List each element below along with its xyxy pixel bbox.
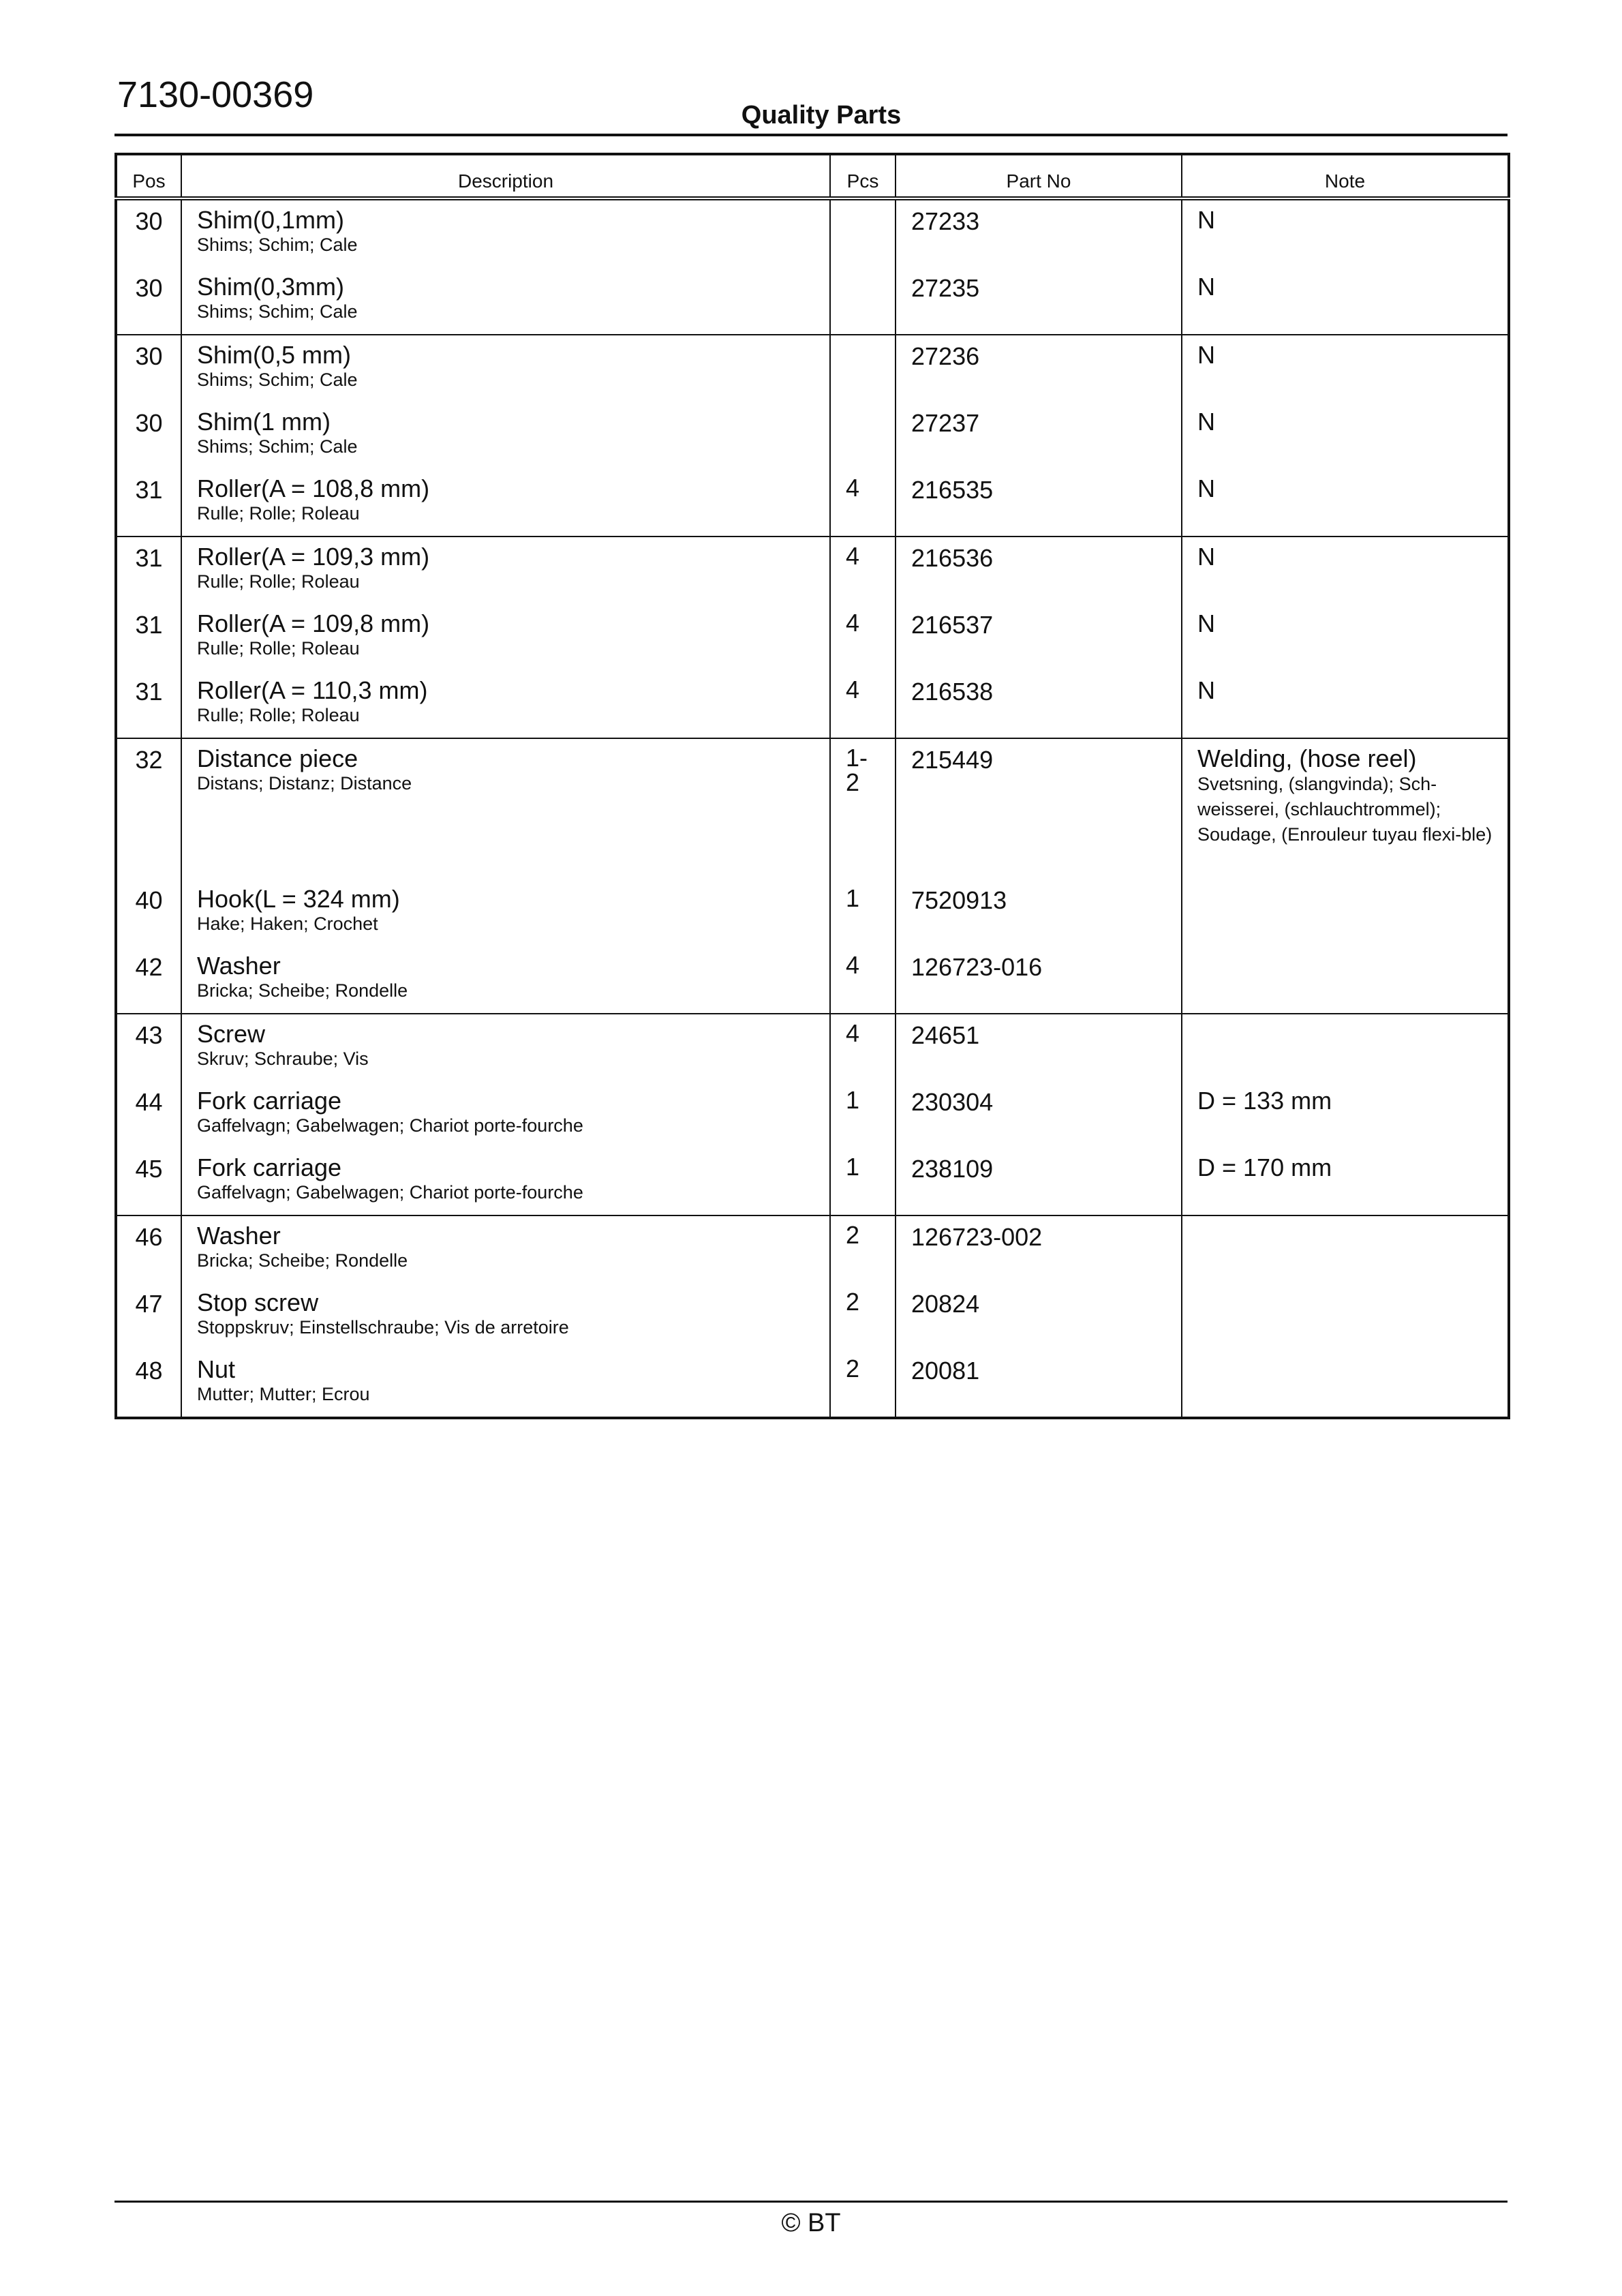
cell-pos: 31 <box>116 469 181 537</box>
cell-note <box>1182 604 1509 671</box>
part-name-translations: Shims; Schim; Cale <box>197 234 358 255</box>
cell-pos: 32 <box>116 738 181 879</box>
cell-part-no: 216536 <box>896 537 1182 604</box>
cell-note <box>1182 198 1509 267</box>
part-name: Roller(A = 108,8 mm) <box>197 474 430 502</box>
table-row <box>116 1014 1509 1081</box>
column-header-pcs: Pcs <box>830 154 896 198</box>
note-text: D = 133 mm <box>1197 1087 1332 1115</box>
part-name: Roller(A = 109,8 mm) <box>197 609 430 637</box>
cell-part-no: 216538 <box>896 671 1182 738</box>
cell-note <box>1182 1148 1509 1215</box>
note-text: N <box>1197 609 1215 637</box>
cell-note <box>1182 1215 1509 1283</box>
cell-part-no: 27233 <box>896 198 1182 267</box>
note-text: N <box>1197 206 1215 234</box>
part-name-translations: Distans; Distanz; Distance <box>197 772 412 794</box>
pcs-value: 1-2 <box>846 744 868 796</box>
part-name-translations: Rulle; Rolle; Roleau <box>197 571 360 592</box>
cell-note <box>1182 738 1509 879</box>
part-name-translations: Bricka; Scheibe; Rondelle <box>197 1250 408 1271</box>
part-name: Shim(0,1mm) <box>197 206 345 234</box>
table-row <box>116 267 1509 335</box>
table-row <box>116 537 1509 604</box>
cell-pcs <box>830 537 896 604</box>
table-row <box>116 604 1509 671</box>
table-row <box>116 1350 1509 1418</box>
cell-note <box>1182 402 1509 469</box>
part-name: Washer <box>197 1222 281 1250</box>
cell-pcs <box>830 879 896 946</box>
cell-description <box>181 1081 830 1148</box>
part-name-translations: Shims; Schim; Cale <box>197 301 358 322</box>
cell-description <box>181 738 830 879</box>
cell-pos: 30 <box>116 198 181 267</box>
note-text: N <box>1197 474 1215 502</box>
table-row <box>116 469 1509 537</box>
part-name-translations: Mutter; Mutter; Ecrou <box>197 1383 370 1404</box>
row-group <box>116 1014 1509 1215</box>
cell-part-no: 27235 <box>896 267 1182 335</box>
note-text: N <box>1197 676 1215 704</box>
row-group <box>116 738 1509 1014</box>
cell-note <box>1182 1350 1509 1418</box>
cell-pcs <box>830 946 896 1014</box>
part-name: Distance piece <box>197 744 358 772</box>
cell-part-no: 126723-002 <box>896 1215 1182 1283</box>
cell-pos: 43 <box>116 1014 181 1081</box>
column-header-pos: Pos <box>116 154 181 198</box>
cell-description <box>181 267 830 335</box>
cell-pos: 44 <box>116 1081 181 1148</box>
part-name: Nut <box>197 1355 236 1383</box>
note-text: N <box>1197 543 1215 571</box>
table-row <box>116 402 1509 469</box>
cell-pcs <box>830 1081 896 1148</box>
pcs-value: 2 <box>846 1288 860 1316</box>
cell-description <box>181 1014 830 1081</box>
header-rule <box>114 134 1508 136</box>
cell-description <box>181 604 830 671</box>
cell-pos: 46 <box>116 1215 181 1283</box>
cell-note <box>1182 1014 1509 1081</box>
row-group <box>116 1215 1509 1418</box>
part-name: Stop screw <box>197 1288 319 1316</box>
cell-part-no: 230304 <box>896 1081 1182 1148</box>
cell-note <box>1182 1283 1509 1350</box>
cell-part-no: 27237 <box>896 402 1182 469</box>
note-text: N <box>1197 408 1215 436</box>
table-row <box>116 879 1509 946</box>
cell-description <box>181 671 830 738</box>
row-group <box>116 335 1509 537</box>
cell-pcs <box>830 738 896 879</box>
cell-pcs <box>830 1014 896 1081</box>
note-text: N <box>1197 273 1215 301</box>
row-group <box>116 198 1509 335</box>
part-name-translations: Rulle; Rolle; Roleau <box>197 637 360 659</box>
pcs-value: 1 <box>846 1153 860 1181</box>
cell-pcs <box>830 1350 896 1418</box>
column-header-note: Note <box>1182 154 1509 198</box>
footer-copyright: © BT <box>781 2209 841 2237</box>
table-row <box>116 335 1509 402</box>
cell-part-no: 27236 <box>896 335 1182 402</box>
cell-pcs <box>830 402 896 469</box>
part-name: Fork carriage <box>197 1087 342 1115</box>
cell-part-no: 20824 <box>896 1283 1182 1350</box>
cell-description <box>181 335 830 402</box>
part-name: Washer <box>197 952 281 980</box>
part-name: Roller(A = 110,3 mm) <box>197 676 428 704</box>
cell-part-no: 7520913 <box>896 879 1182 946</box>
part-name-translations: Rulle; Rolle; Roleau <box>197 502 360 524</box>
cell-pos: 48 <box>116 1350 181 1418</box>
table-row <box>116 1215 1509 1283</box>
cell-pos: 30 <box>116 402 181 469</box>
part-name-translations: Skruv; Schraube; Vis <box>197 1048 369 1069</box>
cell-pos: 45 <box>116 1148 181 1215</box>
part-name-translations: Shims; Schim; Cale <box>197 436 358 457</box>
cell-pcs <box>830 335 896 402</box>
part-name: Shim(0,5 mm) <box>197 341 352 369</box>
pcs-value: 4 <box>846 951 860 979</box>
column-header-part-no: Part No <box>896 154 1182 198</box>
cell-note <box>1182 335 1509 402</box>
cell-pos: 42 <box>116 946 181 1014</box>
table-row <box>116 1148 1509 1215</box>
part-name: Shim(0,3mm) <box>197 273 345 301</box>
pcs-value: 2 <box>846 1355 860 1383</box>
cell-part-no: 126723-016 <box>896 946 1182 1014</box>
pcs-value: 2 <box>846 1221 860 1249</box>
cell-pos: 47 <box>116 1283 181 1350</box>
cell-part-no: 216537 <box>896 604 1182 671</box>
pcs-value: 4 <box>846 676 860 704</box>
table-row <box>116 1081 1509 1148</box>
cell-pcs <box>830 1283 896 1350</box>
cell-note <box>1182 267 1509 335</box>
part-name-translations: Shims; Schim; Cale <box>197 369 358 390</box>
cell-description <box>181 198 830 267</box>
cell-description <box>181 1148 830 1215</box>
part-name-translations: Gaffelvagn; Gabelwagen; Chariot porte-fourche <box>197 1115 583 1136</box>
table-header-row <box>116 154 1509 198</box>
cell-note <box>1182 879 1509 946</box>
cell-pcs <box>830 1215 896 1283</box>
cell-part-no: 238109 <box>896 1148 1182 1215</box>
cell-part-no: 24651 <box>896 1014 1182 1081</box>
cell-pcs <box>830 604 896 671</box>
part-name-translations: Hake; Haken; Crochet <box>197 913 378 934</box>
cell-pcs <box>830 1148 896 1215</box>
cell-note <box>1182 946 1509 1014</box>
note-text: D = 170 mm <box>1197 1153 1332 1181</box>
cell-description <box>181 946 830 1014</box>
note-text: Welding, (hose reel) <box>1197 744 1417 772</box>
note-translations: Svetsning, (slangvinda); Sch-weisserei, (schlauchtrommel); Soudage, (Enrouleur tuyau flexi-ble) <box>1197 773 1493 845</box>
cell-description <box>181 1350 830 1418</box>
cell-pcs <box>830 671 896 738</box>
cell-description <box>181 469 830 537</box>
cell-pos: 31 <box>116 537 181 604</box>
part-name: Hook(L = 324 mm) <box>197 885 400 913</box>
part-name-translations: Stoppskruv; Einstellschraube; Vis de arretoire <box>197 1316 569 1338</box>
footer-rule <box>114 2201 1508 2203</box>
cell-pos: 30 <box>116 267 181 335</box>
cell-description <box>181 1283 830 1350</box>
pcs-value: 4 <box>846 474 860 502</box>
parts-table <box>114 153 1510 1419</box>
cell-part-no: 215449 <box>896 738 1182 879</box>
note-text: N <box>1197 341 1215 369</box>
cell-note <box>1182 671 1509 738</box>
table-row <box>116 671 1509 738</box>
part-name: Fork carriage <box>197 1153 342 1181</box>
part-name-translations: Gaffelvagn; Gabelwagen; Chariot porte-fourche <box>197 1181 583 1203</box>
row-group <box>116 537 1509 738</box>
cell-pos: 31 <box>116 604 181 671</box>
cell-pos: 40 <box>116 879 181 946</box>
cell-note <box>1182 469 1509 537</box>
pcs-value: 1 <box>846 884 860 912</box>
pcs-value: 1 <box>846 1086 860 1114</box>
table-row <box>116 946 1509 1014</box>
cell-description <box>181 402 830 469</box>
pcs-value: 4 <box>846 542 860 570</box>
part-name: Screw <box>197 1020 266 1048</box>
part-name: Shim(1 mm) <box>197 408 331 436</box>
cell-part-no: 216535 <box>896 469 1182 537</box>
part-name-translations: Bricka; Scheibe; Rondelle <box>197 980 408 1001</box>
cell-description <box>181 537 830 604</box>
cell-pos: 30 <box>116 335 181 402</box>
doc-number: 7130-00369 <box>117 74 314 115</box>
cell-pcs <box>830 267 896 335</box>
pcs-value: 4 <box>846 609 860 637</box>
table-row <box>116 198 1509 267</box>
cell-pcs <box>830 198 896 267</box>
table-row <box>116 1283 1509 1350</box>
page-title: Quality Parts <box>741 101 902 130</box>
part-name: Roller(A = 109,3 mm) <box>197 543 430 571</box>
cell-description <box>181 879 830 946</box>
cell-pcs <box>830 469 896 537</box>
cell-part-no: 20081 <box>896 1350 1182 1418</box>
cell-note <box>1182 537 1509 604</box>
cell-note <box>1182 1081 1509 1148</box>
cell-description <box>181 1215 830 1283</box>
part-name-translations: Rulle; Rolle; Roleau <box>197 704 360 725</box>
column-header-description: Description <box>181 154 830 198</box>
table-row <box>116 738 1509 879</box>
cell-pos: 31 <box>116 671 181 738</box>
pcs-value: 4 <box>846 1019 860 1047</box>
